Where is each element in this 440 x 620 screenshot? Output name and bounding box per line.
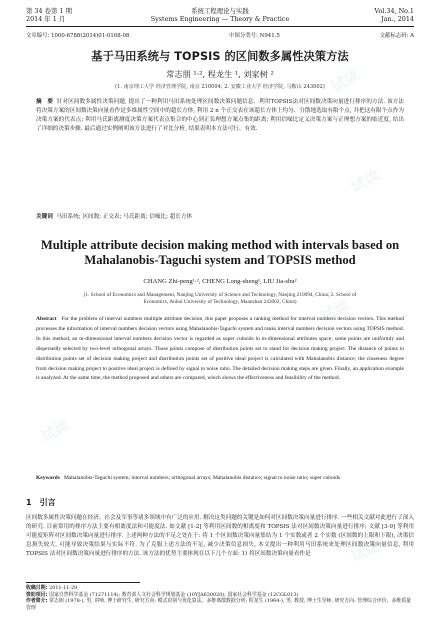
fund-text: 国家自然科学基金 (71271114); 教育部人文社会科学规划基金 (10YJA630020); 国家社会科学基金 (12CGL013) <box>49 591 299 598</box>
en-keywords-label: Keywords <box>36 475 60 481</box>
watermark: 试读 <box>327 65 363 96</box>
header-volume-en: Vol.34, No.1 <box>374 7 414 15</box>
cn-title: 基于马田系统与 TOPSIS 的区间数多属性决策方法 <box>91 50 349 63</box>
cn-authors: 常志朋 ¹·², 程龙生 ¹, 刘家树 ² <box>166 69 274 79</box>
cn-affiliation: (1. 南京理工大学 经济管理学院, 南京 210094; 2. 安徽工业大学 经济学院, 马鞍山 243002) <box>115 84 325 90</box>
cn-keywords-text: 马田系统; 区间数; 正交表; 马氏距离; 信噪比; 超长方体 <box>56 214 193 220</box>
en-abstract <box>36 315 404 384</box>
header-date-en: Jan., 2014 <box>381 15 414 23</box>
section-heading-intro: 1 引言 <box>26 498 56 507</box>
cn-abstract <box>36 98 404 134</box>
en-affiliation-line: Economics, Anhui University of Technology, Maanshan 243002, China) <box>143 299 297 306</box>
header-journal-cn: 系统工程理论与实践 <box>191 7 249 15</box>
cn-keywords <box>36 213 404 222</box>
en-keywords <box>36 474 404 484</box>
watermark: 试读 <box>347 535 383 566</box>
en-authors: CHANG Zhi-peng¹·², CHENG Long-sheng¹, LIU Jia-shu² <box>143 278 297 285</box>
header-date-cn: 2014 年 1 月 <box>26 15 66 23</box>
footnote-rule <box>26 582 140 583</box>
author-bio: 常志朋 (1978-), 男, 讲师, 博士研究生, 研究方向: 模式识别与优化算法、多维离散数据分析; 程龙生 (1964-), 男, 教授, 博士生导师, 研究方向: 管理综合评价、多维质量管理 <box>26 598 412 611</box>
intro-paragraph: 区间数多属性决策问题在经济、社会及军事等诸多领域中有广泛的应用. 解决这类问题的关键是如何对区间数决策向量进行排序. 一些相关文献对此进行了深入的研究. 目前常用的排序方法主要有相离度法和可能度法. 如文献 [1-2] 等利用区间数的相离度和 TOPSIS 法对区间数决策向量进行排序; 文献 [3-9] 等利用可能度矩阵对区间数决策向量进行排序. 上述两种方法的不足之处在于: 将 1 个区间数决策向量集结为 1 个实数或者 2 个实数 (区间数的上限和下限), 决策信息损失较大, 可能导致决策结果与实际不符. 为了克服上述方法的不足, 减少决策信息损失, 本文提出一种利用马田系统来处理区间数决策向量信息, 利用 TOPSIS 法对区间数决策向量进行排序的方法. 该方法的优势主要体现在以下几个方面: 1) 将区间数决策向量看作是 <box>26 515 414 558</box>
watermark: 试读 <box>317 295 353 326</box>
watermark: 试读 <box>37 415 73 446</box>
en-affiliation-line: (1. School of Economics and Management, Nanjing University of Science and Technology, Nanjing 210094, China; 2. School of <box>83 292 357 298</box>
footnote-author <box>26 598 414 611</box>
fund-label: 资助项目: <box>26 591 48 598</box>
article-id: 文章编号: 1000-6788(2014)01-0168-08 <box>26 33 130 39</box>
received-date: 2011-11-29 <box>49 585 78 591</box>
article-meta <box>26 31 414 39</box>
cn-abstract-text: 针对区间数多属性决策问题, 提出了一种利用马田系统处理区间数决策问题信息、利用TOPSIS法对区间数决策向量进行排序的方法. 该方法将决策方案的区间数决策向量看作是多维属性空间中的超长方体, 利用 2 n 个正交表在该超长方体上均匀、分散地选取有限个点, 并把这有限个点作为决策方案的代表点; 利用马氏距离测度决策方案代表点集合的中心到正负理想方案点集的距离; 利用信噪比定义决策方案与正理想方案的贴近度, 给出了详细的决策步骤. 最后通过实例阐明该方法进行了对比分析, 结果表明本方法可行、有效. <box>36 99 404 133</box>
en-keywords-text: Mahalanobis-Taguchi system; interval numbers; orthogonal arrays; Mahalanobis distance; signal to noise ratio; super cuboids <box>63 475 341 481</box>
en-abstract-label: Abstract <box>36 316 57 322</box>
en-affiliation <box>36 292 404 307</box>
cn-abstract-label: 摘 要 <box>36 99 54 105</box>
header-volume-cn: 第 34 卷第 1 期 <box>26 7 72 15</box>
watermark: 试读 <box>347 165 383 196</box>
author-label: 作者简介: <box>26 598 48 605</box>
footnote-block <box>26 585 414 611</box>
cn-keywords-label: 关键词 <box>36 214 53 220</box>
en-title: Multiple attribute decision making method with intervals based on Mahalanobis-Taguchi system and TOPSIS method <box>40 238 400 267</box>
footnote-received <box>26 585 414 592</box>
received-label: 收稿日期: <box>26 585 48 591</box>
clc-number: 中图分类号: N941.5 <box>229 33 280 39</box>
document-code: 文献标志码: A <box>379 33 414 39</box>
header-journal-en: Systems Engineering — Theory & Practice <box>150 15 290 23</box>
header-rule <box>26 26 414 27</box>
en-abstract-text: For the problem of interval numbers multiple attribute decision, this paper proposes a ranking method for interval numbers decision vectors. This method processes the information of interval numbers decision vectors using Mahalanobis-Taguchi system and ranks interval numbers decision vectors using TOPSIS method. In this method, an m-dimensional interval numbers decision vector is regarded as super cuboids in m-dimensional attributes space; some points are uniformly and dispersedly selected by two-level orthogonal arrays. Those points compose of distribution points set to stand for decision making project. The distance of points in distribution points set of decision making project and distribution points set of positive ideal project is calculated with Mahalanobis distance; the closeness degree from decision making project to positive ideal project is defined by signal to noise ratio. The detailed decision making steps are given. Finally, an application example is analyzed. At the same time, the method proposed and others are compared, which shows the effectiveness and feasibility of the method. <box>36 316 405 382</box>
